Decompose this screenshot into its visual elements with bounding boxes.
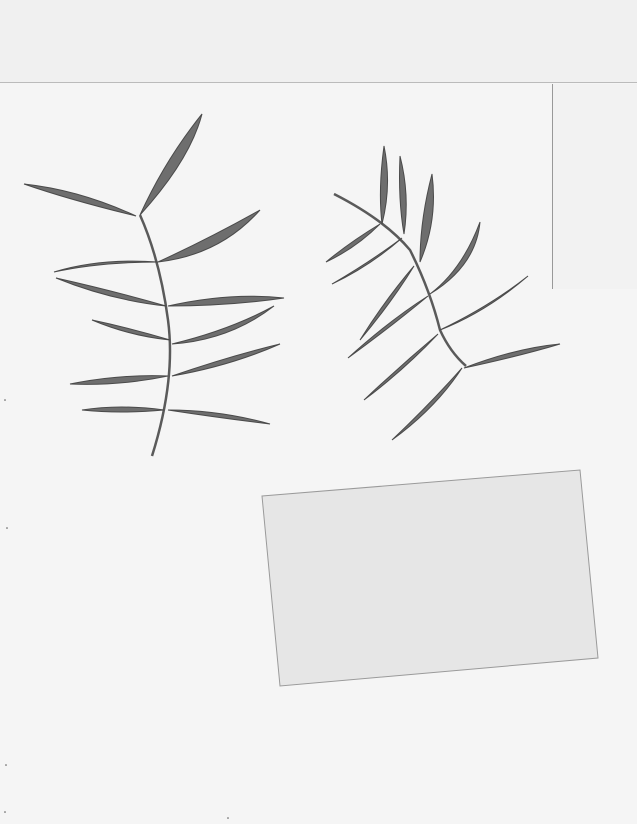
side-ruler-ticks	[553, 84, 637, 289]
specimen-envelope	[262, 470, 598, 686]
top-ruler-ticks	[0, 0, 637, 82]
envelope-body	[262, 470, 598, 686]
top-ruler	[0, 0, 637, 83]
side-ruler	[552, 84, 637, 289]
